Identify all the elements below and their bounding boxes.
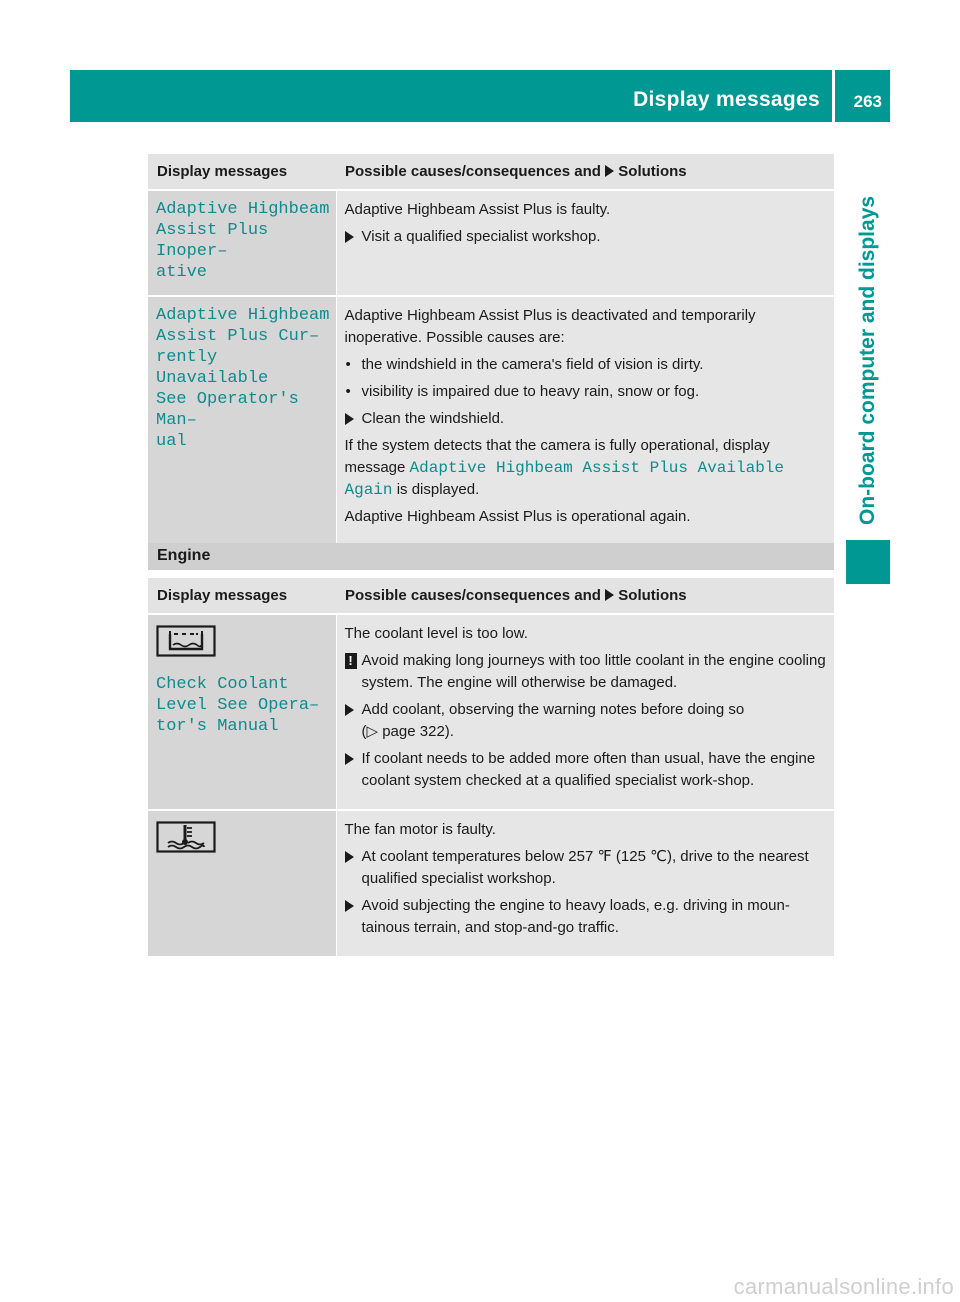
triangle-arrow-icon [345,851,354,863]
col-header-messages: Display messages [148,154,336,190]
triangle-arrow-icon [345,753,354,765]
side-chapter-block [846,540,890,584]
table-row [148,614,834,810]
display-messages-table-2 [148,578,834,956]
solution-cell: Adaptive Highbeam Assist Plus is deactivated and temporarily inoperative. Possible causes are: • the windshield in the camera's field of vision is dirty. • visibility is impaired due to heavy rain, snow or fog. Clean the windshield. If the system detects that the camera is fully operational, display message Adaptive Highbeam Assist Plus Available Again is displayed. Adaptive Highbeam Assist Plus is operational again. [336,296,834,545]
bullet-icon: • [345,356,351,373]
col-header-messages: Display messages [148,578,336,614]
action-step: If coolant needs to be added more often than usual, have the engine coolant system checked at a qualified specialist work-shop. [345,748,829,792]
display-message-cell [148,190,336,296]
triangle-arrow-icon [345,231,354,243]
col-header-solutions: Possible causes/consequences and Solutions [336,154,834,190]
section-header-engine [148,543,834,570]
display-message-cell [148,614,336,810]
table-header-row [148,154,834,190]
watermark: carmanualsonline.info [733,1274,954,1299]
display-messages-table-1 [148,154,834,545]
system-note: If the system detects that the camera is fully operational, display message Adaptive Highbeam Assist Plus Available Again is displayed. [344,437,785,499]
bullet-item: • visibility is impaired due to heavy rain, snow or fog. [345,381,829,403]
display-message-cell [148,810,336,956]
coolant-level-icon [156,625,216,657]
action-step: At coolant temperatures below 257 ℉ (125 ℃), drive to the nearest qualified specialist workshop. [345,846,829,890]
page-header [70,70,890,122]
action-step: Visit a qualified specialist workshop. [345,226,829,248]
table-row [148,190,834,296]
triangle-arrow-icon [605,165,614,177]
warning-note: ! Avoid making long journeys with too little coolant in the engine cooling system. The engine will otherwise be damaged. [345,650,829,694]
side-chapter-text: On-board computer and displays [856,195,879,525]
action-step: Add coolant, observing the warning notes before doing so (▷ page 322). [345,699,829,743]
bullet-icon: • [345,383,351,400]
table-row [148,810,834,956]
warning-icon: ! [345,653,357,669]
display-message-text: Adaptive Highbeam Assist Plus Cur– rently Unavailable See Operator's Man– ual [156,306,330,451]
triangle-arrow-icon [345,704,354,716]
page-title: Display messages [633,88,820,111]
section-title: Engine [157,547,211,564]
header-divider [832,70,835,122]
coolant-temperature-icon [156,821,216,853]
triangle-arrow-icon [345,900,354,912]
display-message-cell [148,296,336,545]
display-message-text: Adaptive Highbeam Assist Plus Inoper– ative [156,200,330,282]
page-number: 263 [853,92,882,111]
page-ref-arrow-icon: ▷ [366,723,379,740]
triangle-arrow-icon [605,589,614,601]
table-row [148,296,834,545]
action-step: Clean the windshield. [345,408,829,430]
col-header-solutions: Possible causes/consequences and Solutions [336,578,834,614]
action-step: Avoid subjecting the engine to heavy loads, e.g. driving in moun-tainous terrain, and stop-and-go traffic. [345,895,829,939]
display-message-text: Check Coolant Level See Opera– tor's Manual [156,675,320,736]
solution-cell: Adaptive Highbeam Assist Plus is faulty. Visit a qualified specialist workshop. [336,190,834,296]
table-header-row [148,578,834,614]
solution-cell: The coolant level is too low. ! Avoid making long journeys with too little coolant in the engine cooling system. The engine will otherwise be damaged. Add coolant, observing the warning notes before doing so (▷ page 322). If coolant needs to be added more often than usual, have the engine coolant system checked at a qualified specialist work-shop. [336,614,834,810]
triangle-arrow-icon [345,413,354,425]
solution-cell: The fan motor is faulty. At coolant temperatures below 257 ℉ (125 ℃), drive to the nearest qualified specialist workshop. Avoid subjecting the engine to heavy loads, e.g. driving in moun-tainous terrain, and stop-and-go traffic. [336,810,834,956]
bullet-item: • the windshield in the camera's field of vision is dirty. [345,354,829,376]
inline-display-message: Adaptive Highbeam Assist Plus Available Again [344,459,785,499]
